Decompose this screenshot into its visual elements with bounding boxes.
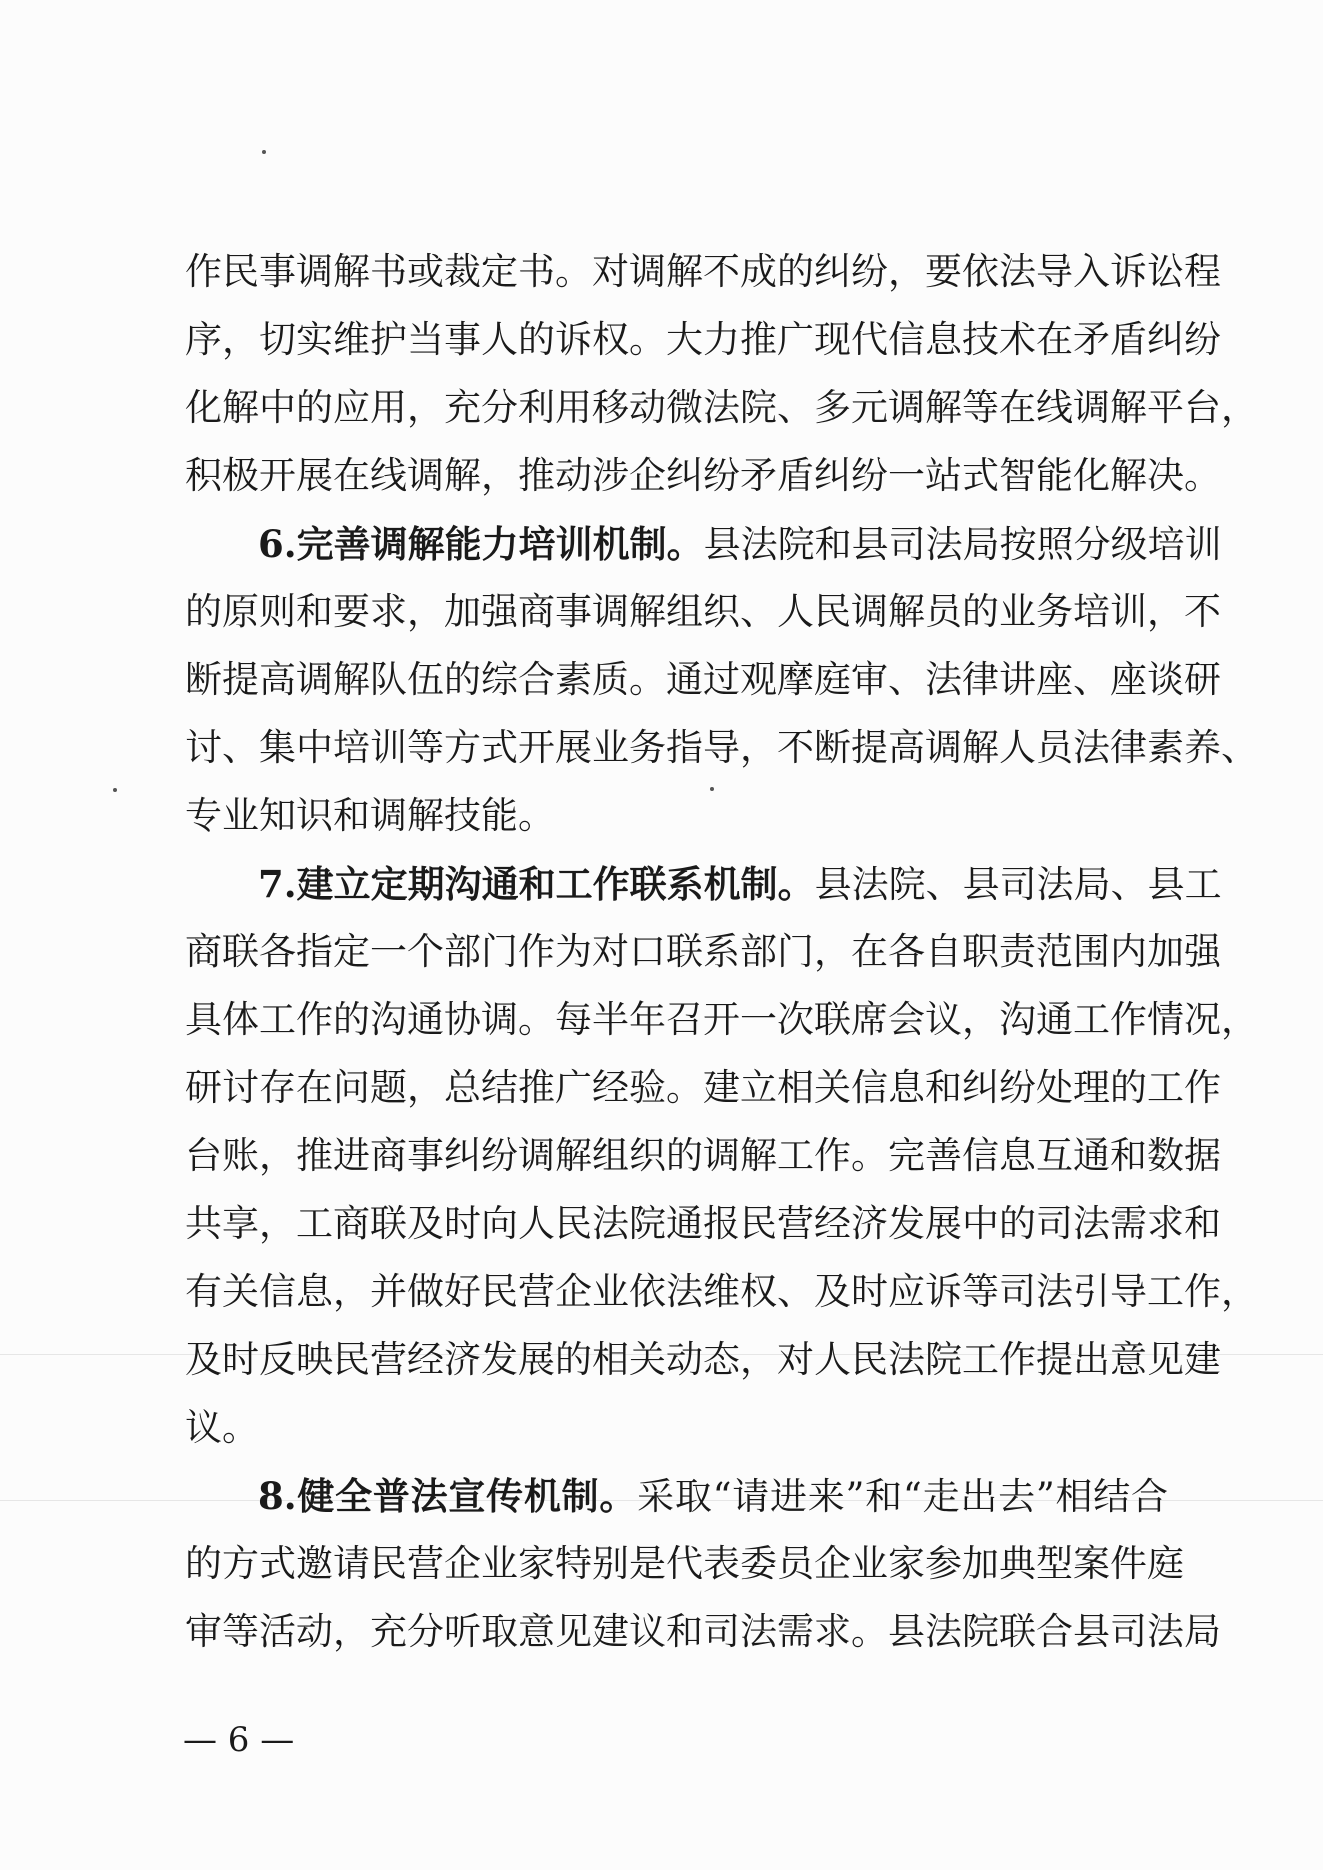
body-text-line: 具体工作的沟通协调。每半年召开一次联席会议，沟通工作情况，	[185, 998, 1258, 1041]
body-text-line: 台账，推进商事纠纷调解组织的调解工作。完善信息互通和数据	[185, 1134, 1221, 1177]
body-text-line: 研讨存在问题，总结推广经验。建立相关信息和纠纷处理的工作	[185, 1066, 1221, 1109]
scan-speck	[113, 788, 117, 792]
section-7-first-text: 县法院、县司法局、县工	[814, 863, 1222, 906]
body-text-line: 讨、集中培训等方式开展业务指导，不断提高调解人员法律素养、	[185, 726, 1258, 769]
body-text-line: 作民事调解书或裁定书。对调解不成的纠纷，要依法导入诉讼程	[185, 250, 1221, 293]
scan-speck	[262, 150, 266, 154]
section-7-first-line	[258, 848, 1222, 920]
body-text-line: 积极开展在线调解，推动涉企纠纷矛盾纠纷一站式智能化解决。	[185, 454, 1221, 497]
body-text-line: 的原则和要求，加强商事调解组织、人民调解员的业务培训，不	[185, 590, 1221, 633]
body-text-line: 议。	[185, 1406, 259, 1449]
body-text-line: 共享，工商联及时向人民法院通报民营经济发展中的司法需求和	[185, 1202, 1221, 1245]
section-6-first-line	[258, 508, 1222, 580]
body-text-line: 审等活动，充分听取意见建议和司法需求。县法院联合县司法局	[185, 1610, 1221, 1653]
section-7-heading: 7.建立定期沟通和工作联系机制。	[258, 862, 815, 906]
section-6-heading: 6.完善调解能力培训机制。	[258, 522, 704, 566]
section-8-first-text: 采取“请进来”和“走出去”相结合	[637, 1475, 1168, 1518]
page-number: — 6 —	[183, 1720, 295, 1760]
body-text-line: 断提高调解队伍的综合素质。通过观摩庭审、法律讲座、座谈研	[185, 658, 1221, 701]
body-text-line: 序，切实维护当事人的诉权。大力推广现代信息技术在矛盾纠纷	[185, 318, 1221, 361]
body-text-line: 专业知识和调解技能。	[185, 794, 555, 837]
section-6-first-text: 县法院和县司法局按照分级培训	[703, 523, 1222, 566]
body-text-line: 的方式邀请民营企业家特别是代表委员企业家参加典型案件庭	[185, 1542, 1184, 1585]
body-text-line: 及时反映民营经济发展的相关动态，对人民法院工作提出意见建	[185, 1338, 1221, 1381]
body-text-line: 有关信息，并做好民营企业依法维权、及时应诉等司法引导工作，	[185, 1270, 1258, 1313]
body-text-line: 商联各指定一个部门作为对口联系部门，在各自职责范围内加强	[185, 930, 1221, 973]
body-text-line: 化解中的应用，充分利用移动微法院、多元调解等在线调解平台，	[185, 386, 1258, 429]
section-8-first-line	[258, 1460, 1168, 1532]
section-8-heading: 8.健全普法宣传机制。	[258, 1474, 638, 1518]
